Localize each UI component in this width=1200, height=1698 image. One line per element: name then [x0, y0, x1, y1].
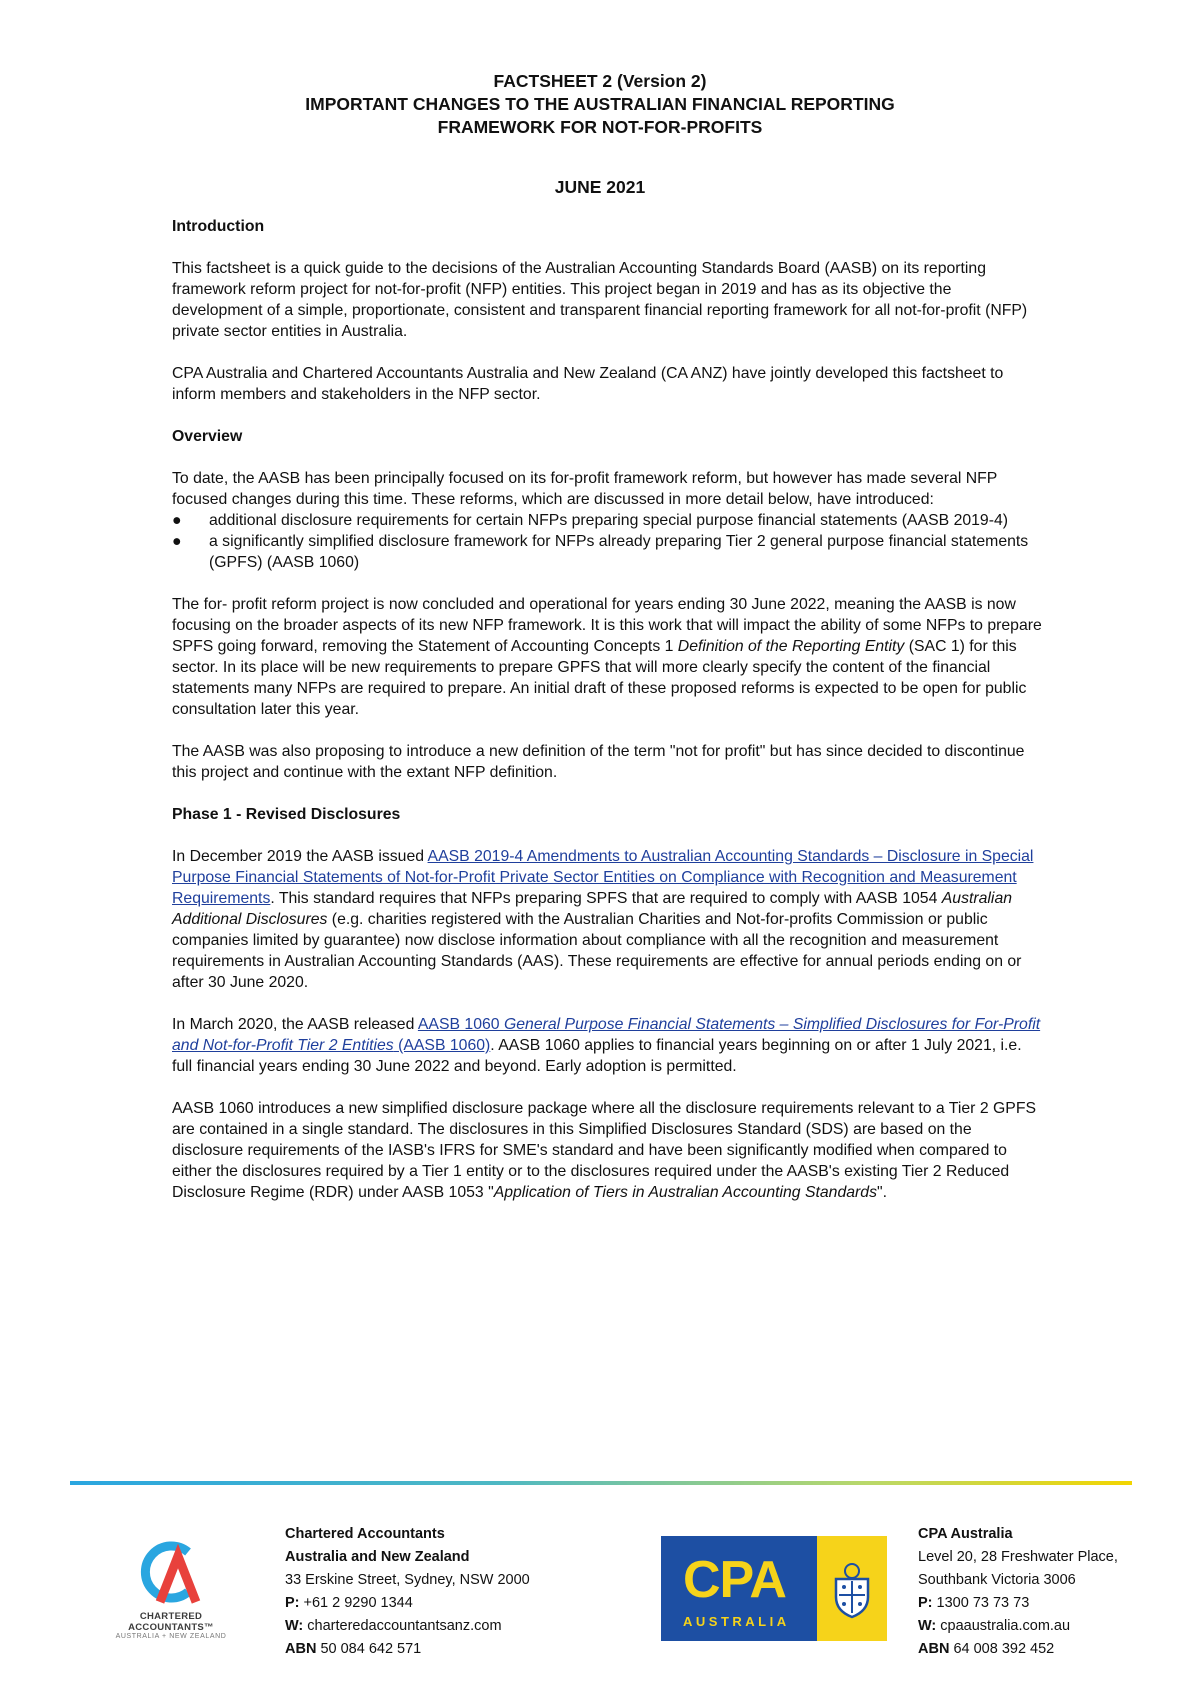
- ca-name-line-1: Chartered Accountants: [285, 1526, 445, 1542]
- phase1-paragraph-2: In March 2020, the AASB released AASB 1060 General Purpose Financial Statements – Simplified Disclosures for For-Profit and Not-for-Profit Tier 2 Entities (AASB 1060). AASB 1060 applies to financial years beginning on or after 1 July 2021, i.e. full financial years ending 30 June 2022 and beyond. Early adoption is permitted.: [172, 1016, 1041, 1075]
- cpa-phone: P: 1300 73 73 73: [918, 1595, 1030, 1611]
- ca-address: 33 Erskine Street, Sydney, NSW 2000: [285, 1572, 530, 1588]
- ca-anz-logo: [96, 1532, 246, 1640]
- cpa-logo-blue-panel: [661, 1536, 817, 1641]
- phase1-paragraph-1: In December 2019 the AASB issued AASB 2019-4 Amendments to Australian Accounting Standards – Disclosure in Special Purpose Financial Statements of Not-for-Profit Private Sector Entities on Compliance with Recognition and Measurement Requirements. This standard requires that NFPs preparing SPFS that are required to comply with AASB 1054 Australian Additional Disclosures (e.g. charities registered with the Australian Charities and Not-for-profits Commission or public companies limited by guarantee) now disclose information about compliance with all the recognition and measurement requirements in Australian Accounting Standards (AAS). These requirements are effective for annual periods ending on or after 30 June 2020.: [172, 848, 1034, 991]
- crest-icon: [830, 1559, 874, 1619]
- cpa-abn: ABN 64 008 392 452: [918, 1641, 1055, 1657]
- phase1-heading: Phase 1 - Revised Disclosures: [172, 806, 401, 823]
- cpa-logo-yellow-panel: [817, 1536, 887, 1641]
- cpa-australia-contact: [918, 1523, 1118, 1661]
- bullet-icon: ●: [172, 533, 182, 550]
- document-body: [172, 216, 1042, 1224]
- intro-paragraph-1: This factsheet is a quick guide to the decisions of the Australian Accounting Standards Board (AASB) on its reporting framework reform project for not-for-profit (NFP) entities. This project began in 2019 and has as its objective the development of a simple, proportionate, consistent and transparent financial reporting framework for all not-for-profit (NFP) private sector entities in Australia.: [172, 260, 1028, 340]
- document-title: [0, 70, 1200, 139]
- ca-website[interactable]: W: charteredaccountantsanz.com: [285, 1618, 502, 1634]
- overview-paragraph-1: To date, the AASB has been principally focused on its for-profit framework reform, but however has made several NFP focused changes during this time. These reforms, which are discussed in more detail below, have introduced:: [172, 470, 998, 508]
- title-line-3: FRAMEWORK FOR NOT-FOR-PROFITS: [437, 117, 763, 137]
- cpa-address-line-2: Southbank Victoria 3006: [918, 1572, 1076, 1588]
- ca-anz-contact: [285, 1523, 530, 1661]
- cpa-address-line-1: Level 20, 28 Freshwater Place,: [918, 1549, 1118, 1565]
- cpa-website[interactable]: W: cpaaustralia.com.au: [918, 1618, 1071, 1634]
- bullet-icon: ●: [172, 512, 182, 529]
- cpa-logo-subtext: AUSTRALIA: [683, 1614, 790, 1629]
- ca-name-line-2: Australia and New Zealand: [285, 1549, 470, 1565]
- ca-phone: P: +61 2 9290 1344: [285, 1595, 413, 1611]
- overview-paragraph-3: The AASB was also proposing to introduce a new definition of the term "not for profit" but has since decided to discontinue this project and continue with the extant NFP definition.: [172, 743, 1025, 781]
- footer-divider: [70, 1481, 1132, 1485]
- intro-heading: Introduction: [172, 218, 265, 235]
- list-item: ● a significantly simplified disclosure framework for NFPs already preparing Tier 2 general purpose financial statements (GPFS) (AASB 1060): [172, 533, 1029, 571]
- phase1-paragraph-3: AASB 1060 introduces a new simplified disclosure package where all the disclosure requirements relevant to a Tier 2 GPFS are contained in a single standard. The disclosures in this Simplified Disclosures Standard (SDS) are based on the disclosure requirements of the IASB's IFRS for SME's standard and have been significantly modified when compared to either the disclosures required by a Tier 1 entity or to the disclosures required under the AASB's existing Tier 2 Reduced Disclosure Regime (RDR) under AASB 1053 "Application of Tiers in Australian Accounting Standards".: [172, 1100, 1037, 1201]
- ca-logo-subtext: AUSTRALIA + NEW ZEALAND: [115, 1633, 227, 1640]
- document-date: JUNE 2021: [554, 177, 646, 197]
- aasb-2019-4-link[interactable]: AASB 2019-4 Amendments to Australian Accounting Standards – Disclosure in Special Purpose Financial Statements of Not-for-Profit Private Sector Entities on Compliance with Recognition and Measurement Requirements: [172, 848, 1034, 907]
- aasb-1060-link[interactable]: AASB 1060 General Purpose Financial Statements – Simplified Disclosures for For-Profit and Not-for-Profit Tier 2 Entities (AASB 1060): [172, 1016, 1041, 1054]
- intro-paragraph-2: CPA Australia and Chartered Accountants Australia and New Zealand (CA ANZ) have jointly developed this factsheet to inform members and stakeholders in the NFP sector.: [172, 365, 1004, 403]
- ca-abn: ABN 50 084 642 571: [285, 1641, 422, 1657]
- title-line-2: IMPORTANT CHANGES TO THE AUSTRALIAN FINANCIAL REPORTING: [305, 94, 895, 114]
- cpa-name: CPA Australia: [918, 1526, 1013, 1542]
- list-item: ● additional disclosure requirements for certain NFPs preparing special purpose financial statements (AASB 2019-4): [172, 512, 1009, 529]
- overview-bullet-list: [172, 510, 1042, 573]
- ca-logo-icon: [96, 1532, 246, 1604]
- overview-paragraph-2: The for- profit reform project is now concluded and operational for years ending 30 June 2022, meaning the AASB is now focusing on the broader aspects of its new NFP framework. It is this work that will impact the ability of some NFPs to prepare SPFS going forward, removing the Statement of Accounting Concepts 1 Definition of the Reporting Entity (SAC 1) for this sector. In its place will be new requirements to prepare GPFS that will more clearly specify the content of the financial statements many NFPs are required to prepare. An initial draft of these proposed reforms is expected to be open for public consultation later this year.: [172, 596, 1042, 718]
- cpa-logo-word: CPA: [683, 1551, 786, 1609]
- overview-heading: Overview: [172, 428, 243, 445]
- title-line-1: FACTSHEET 2 (Version 2): [493, 71, 707, 91]
- ca-logo-text: CHARTERED ACCOUNTANTS™: [128, 1611, 214, 1633]
- cpa-australia-logo: [661, 1536, 887, 1641]
